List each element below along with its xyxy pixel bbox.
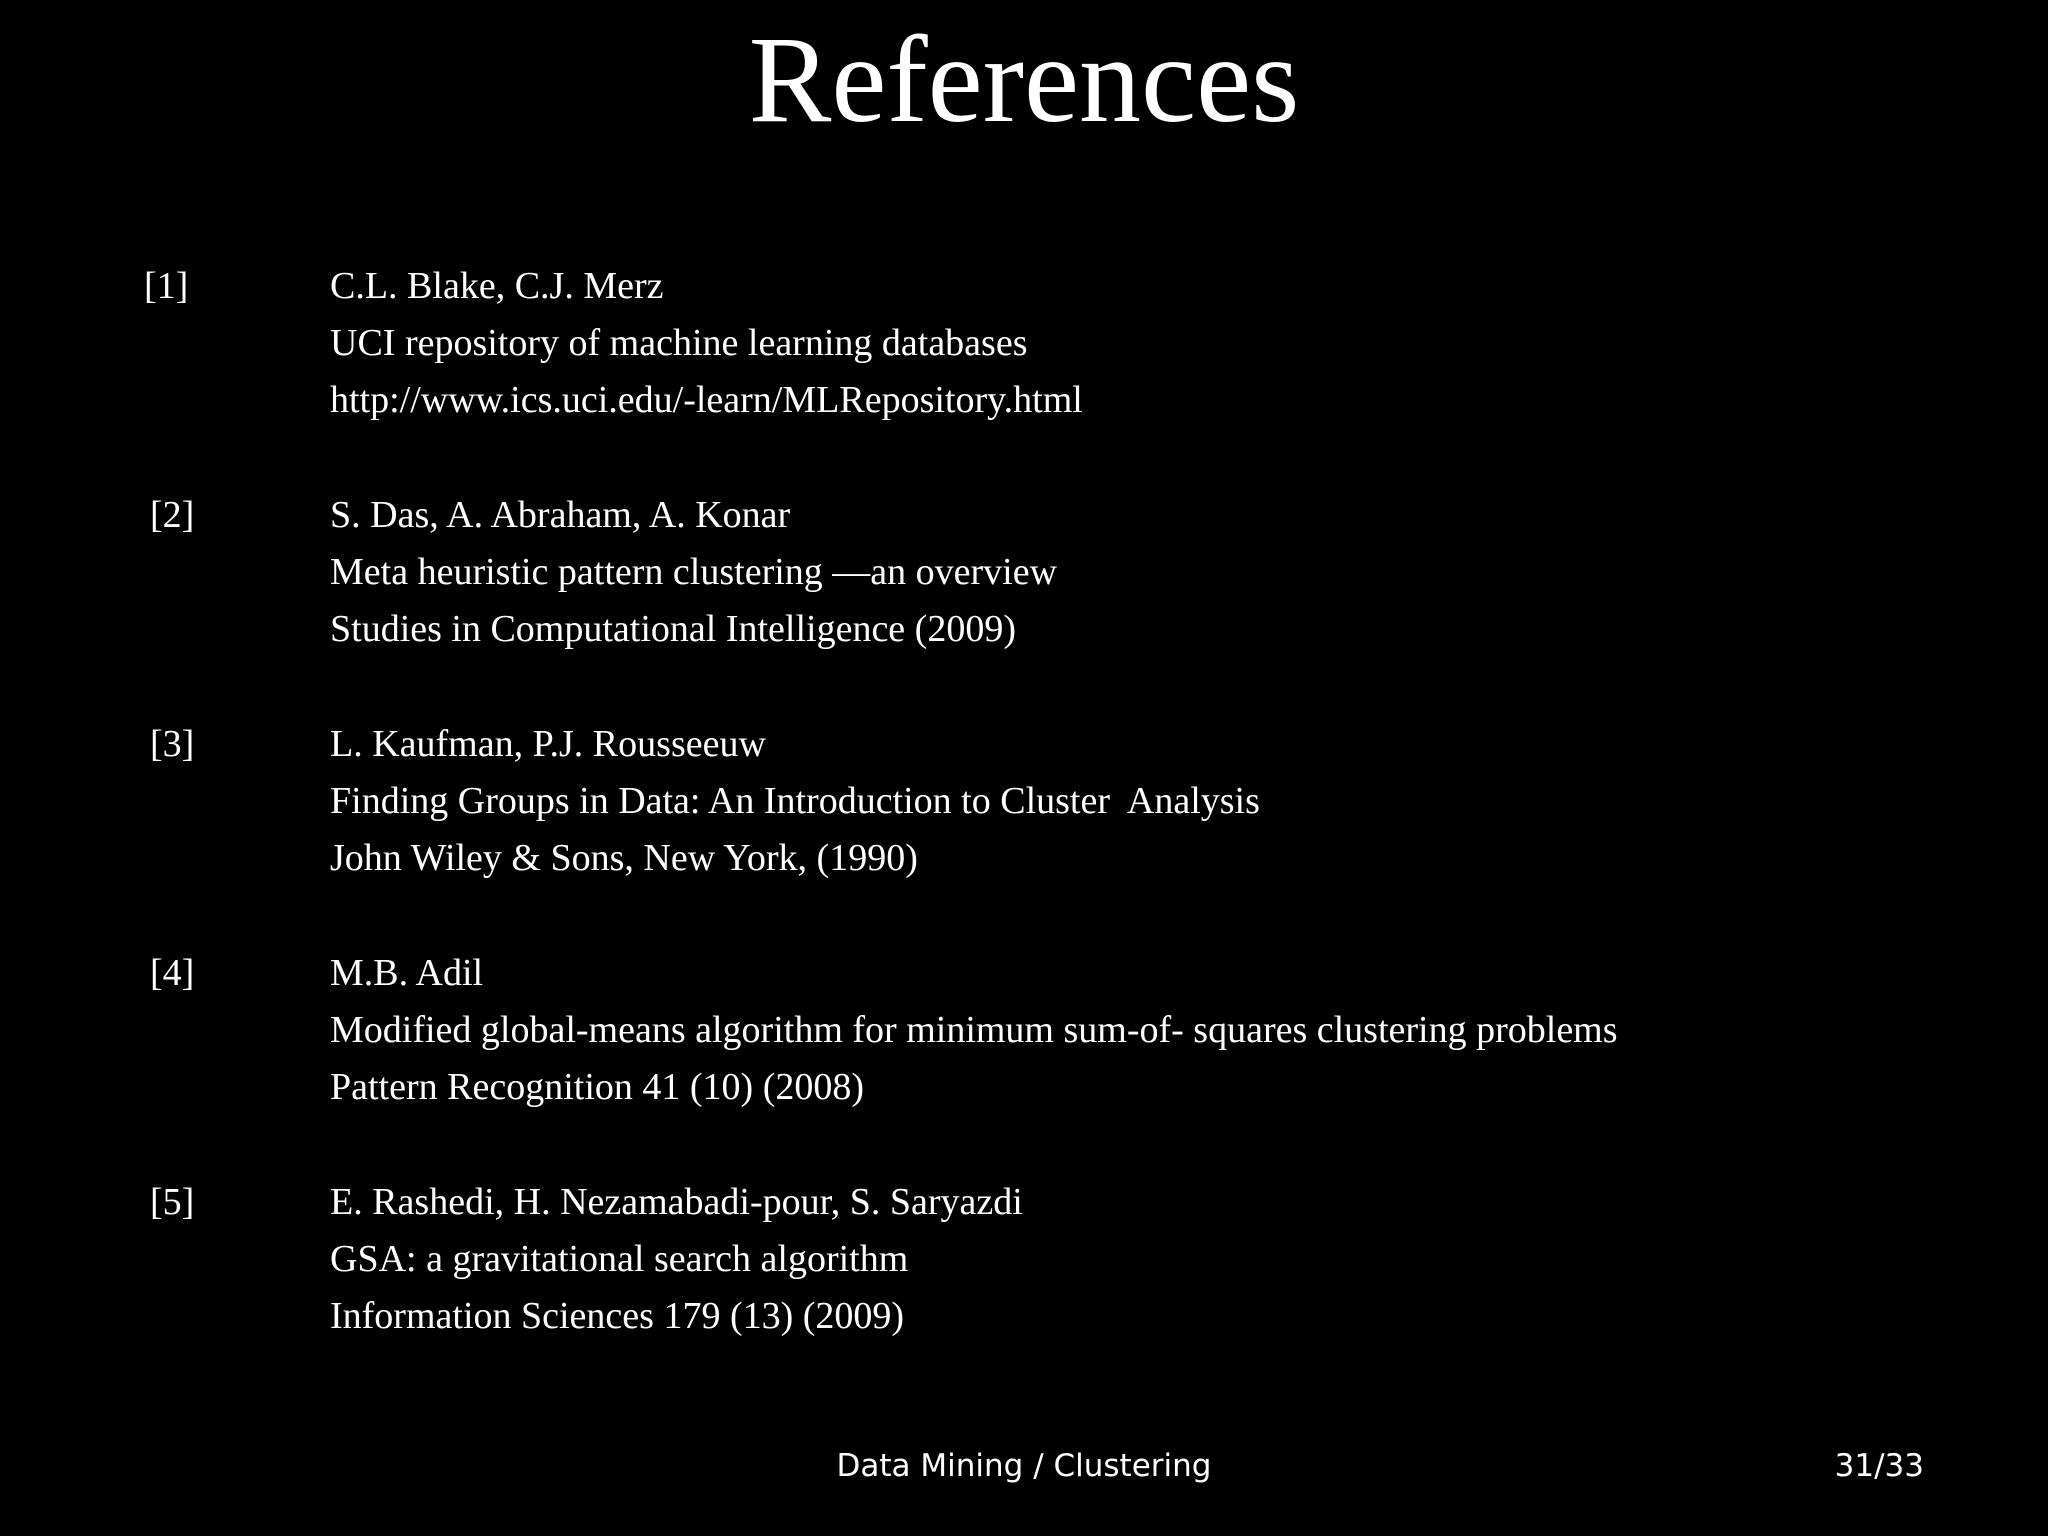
- reference-number: [3]: [150, 723, 195, 765]
- reference-title: Finding Groups in Data: An Introduction to Cluster Analysis: [330, 780, 1260, 822]
- reference-number: [4]: [150, 952, 195, 994]
- reference-authors: S. Das, A. Abraham, A. Konar: [330, 494, 791, 536]
- reference-body: [330, 716, 2010, 887]
- reference-authors: E. Rashedi, H. Nezamabadi-pour, S. Saryazdi: [330, 1181, 1023, 1223]
- reference-title: Meta heuristic pattern clustering —an overview: [330, 551, 1058, 593]
- reference-body: [330, 258, 2010, 429]
- references-list: [0, 258, 2048, 1403]
- reference-source: Information Sciences 179 (13) (2009): [330, 1295, 905, 1337]
- reference-authors: L. Kaufman, P.J. Rousseeuw: [330, 723, 766, 765]
- reference-source: Pattern Recognition 41 (10) (2008): [330, 1066, 865, 1108]
- reference-item: [0, 487, 2048, 716]
- reference-source: Studies in Computational Intelligence (2009): [330, 608, 1016, 650]
- reference-number: [5]: [150, 1181, 195, 1223]
- reference-body: [330, 945, 2010, 1116]
- reference-body: [330, 487, 2010, 658]
- reference-item: [0, 1174, 2048, 1403]
- reference-source: http://www.ics.uci.edu/-learn/MLRepository.html: [330, 379, 1083, 421]
- slide-title: References: [748, 11, 1300, 148]
- reference-body: [330, 1174, 2010, 1345]
- reference-title: Modified global-means algorithm for minimum sum-of- squares clustering problems: [330, 1009, 1618, 1051]
- reference-source: John Wiley & Sons, New York, (1990): [330, 837, 918, 879]
- reference-item: [0, 945, 2048, 1174]
- reference-authors: M.B. Adil: [330, 952, 484, 994]
- reference-number: [2]: [150, 494, 195, 536]
- reference-authors: C.L. Blake, C.J. Merz: [330, 265, 664, 307]
- footer-title: Data Mining / Clustering: [836, 1448, 1212, 1484]
- page-number: 31/33: [1834, 1448, 1924, 1484]
- reference-title: UCI repository of machine learning databases: [330, 322, 1028, 364]
- reference-item: [0, 258, 2048, 487]
- reference-item: [0, 716, 2048, 945]
- reference-title: GSA: a gravitational search algorithm: [330, 1238, 909, 1280]
- reference-number: [1]: [144, 265, 189, 307]
